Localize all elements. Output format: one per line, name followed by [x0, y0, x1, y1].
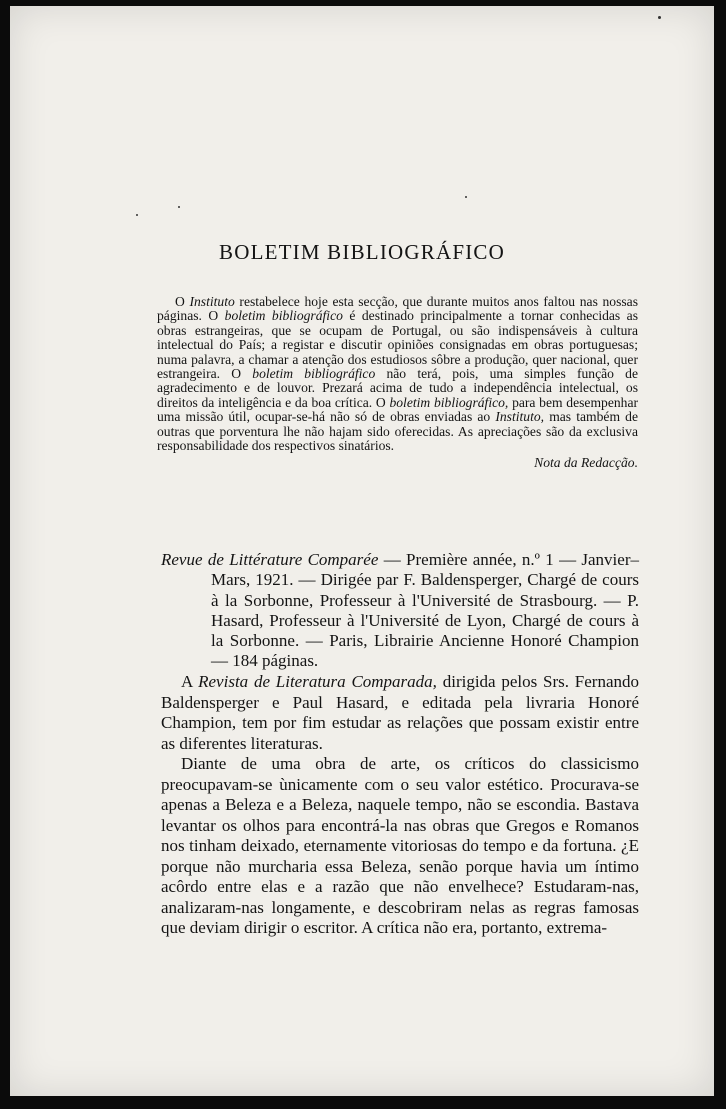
note-emphasis: boletim bibliográfico,	[389, 394, 509, 410]
review-text: dirigida pelos Srs. Fernando Baldensperger e Paul Hasard, e editada pela livraria Honoré Champion, tem por fim estudar as relações que possam existir entre as diferentes literaturas.	[161, 672, 640, 753]
reference-title: Revue de Littérature Comparée	[161, 550, 379, 569]
note-signature	[157, 456, 638, 470]
note-text: restabelece hoje esta secção, que durante muitos anos faltou nas nossas páginas. O	[157, 294, 638, 324]
note-text: O	[175, 294, 190, 309]
reference-details: — Première année, n.º 1 — Janvier–Mars, 1921. — Dirigée par F. Baldensperger, Chargé de cours à la Sorbonne, Professeur à l'Université de Strasbourg. — P. Hasard, Professeur à l'Université de Lyon, Chargé de cours à la Sorbonne. — Paris, Librairie Ancienne Honoré Champion — 184 páginas.	[211, 550, 639, 671]
speck	[136, 214, 138, 216]
scanned-page	[10, 6, 714, 1096]
note-emphasis: boletim bibliográfico	[224, 308, 343, 324]
note-text: é destinado principalmente a tornar conhecidas as obras estrangeiras, que se ocupam de Portugal, ou são indispensáveis à cultura intelectual do País; a registar e discutir opiniões consignadas em obras portuguesas; numa palavra, a chamar a atenção dos estudiosos sôbre a produção, quer nacional, quer estrangeira. O	[157, 308, 638, 382]
speck	[178, 206, 180, 208]
note-text: para bem desempenhar uma missão útil, ocupar-se-há não só de obras enviadas ao	[157, 394, 639, 425]
speck	[658, 16, 661, 19]
signature-text: Nota da Redacção.	[534, 455, 638, 471]
speck	[465, 196, 467, 198]
bibliographic-reference	[161, 550, 639, 672]
note-paragraph	[157, 295, 638, 453]
note-text: não terá, pois, uma simples função de agradecimento e de louvor. Prezará acima de tudo a independência intelectual, os direitos da inteligência e da boa crítica. O	[157, 366, 638, 410]
section-title: BOLETIM BIBLIOGRÁFICO	[219, 240, 505, 264]
editorial-note	[157, 295, 638, 471]
review-emphasis: Revista de Literatura Comparada,	[198, 672, 437, 691]
review-text: A	[181, 672, 199, 691]
note-emphasis: Instituto	[189, 294, 235, 309]
note-emphasis: Instituto,	[495, 409, 545, 425]
review-paragraph-1	[161, 672, 639, 754]
note-text: mas também de outras que porventura lhe não hajam sido oferecidas. As apreciações são da exclusiva responsabilidade dos respectivos sinatários.	[157, 409, 638, 454]
review-paragraph-2: Diante de uma obra de arte, os críticos do classicismo preocupavam-se ùnicamente com o seu valor estético. Procurava-se apenas a Beleza e a Beleza, naquele tempo, não se escondia. Bastava levantar os olhos para encontrá-la nas obras que Gregos e Romanos nos tinham deixado, eternamente vitoriosas do tempo e da fortuna. ¿E porque não murcharia essa Beleza, senão porque havia um íntimo acôrdo entre elas e a razão que não envelhece? Estudaram-nas, analizaram-nas longamente, e descobriram nelas as regras famosas que deviam dirigir o escritor. A crítica não era, portanto, extrema-	[161, 754, 639, 937]
note-emphasis: boletim bibliográfico	[252, 366, 376, 382]
review-body	[161, 672, 639, 939]
